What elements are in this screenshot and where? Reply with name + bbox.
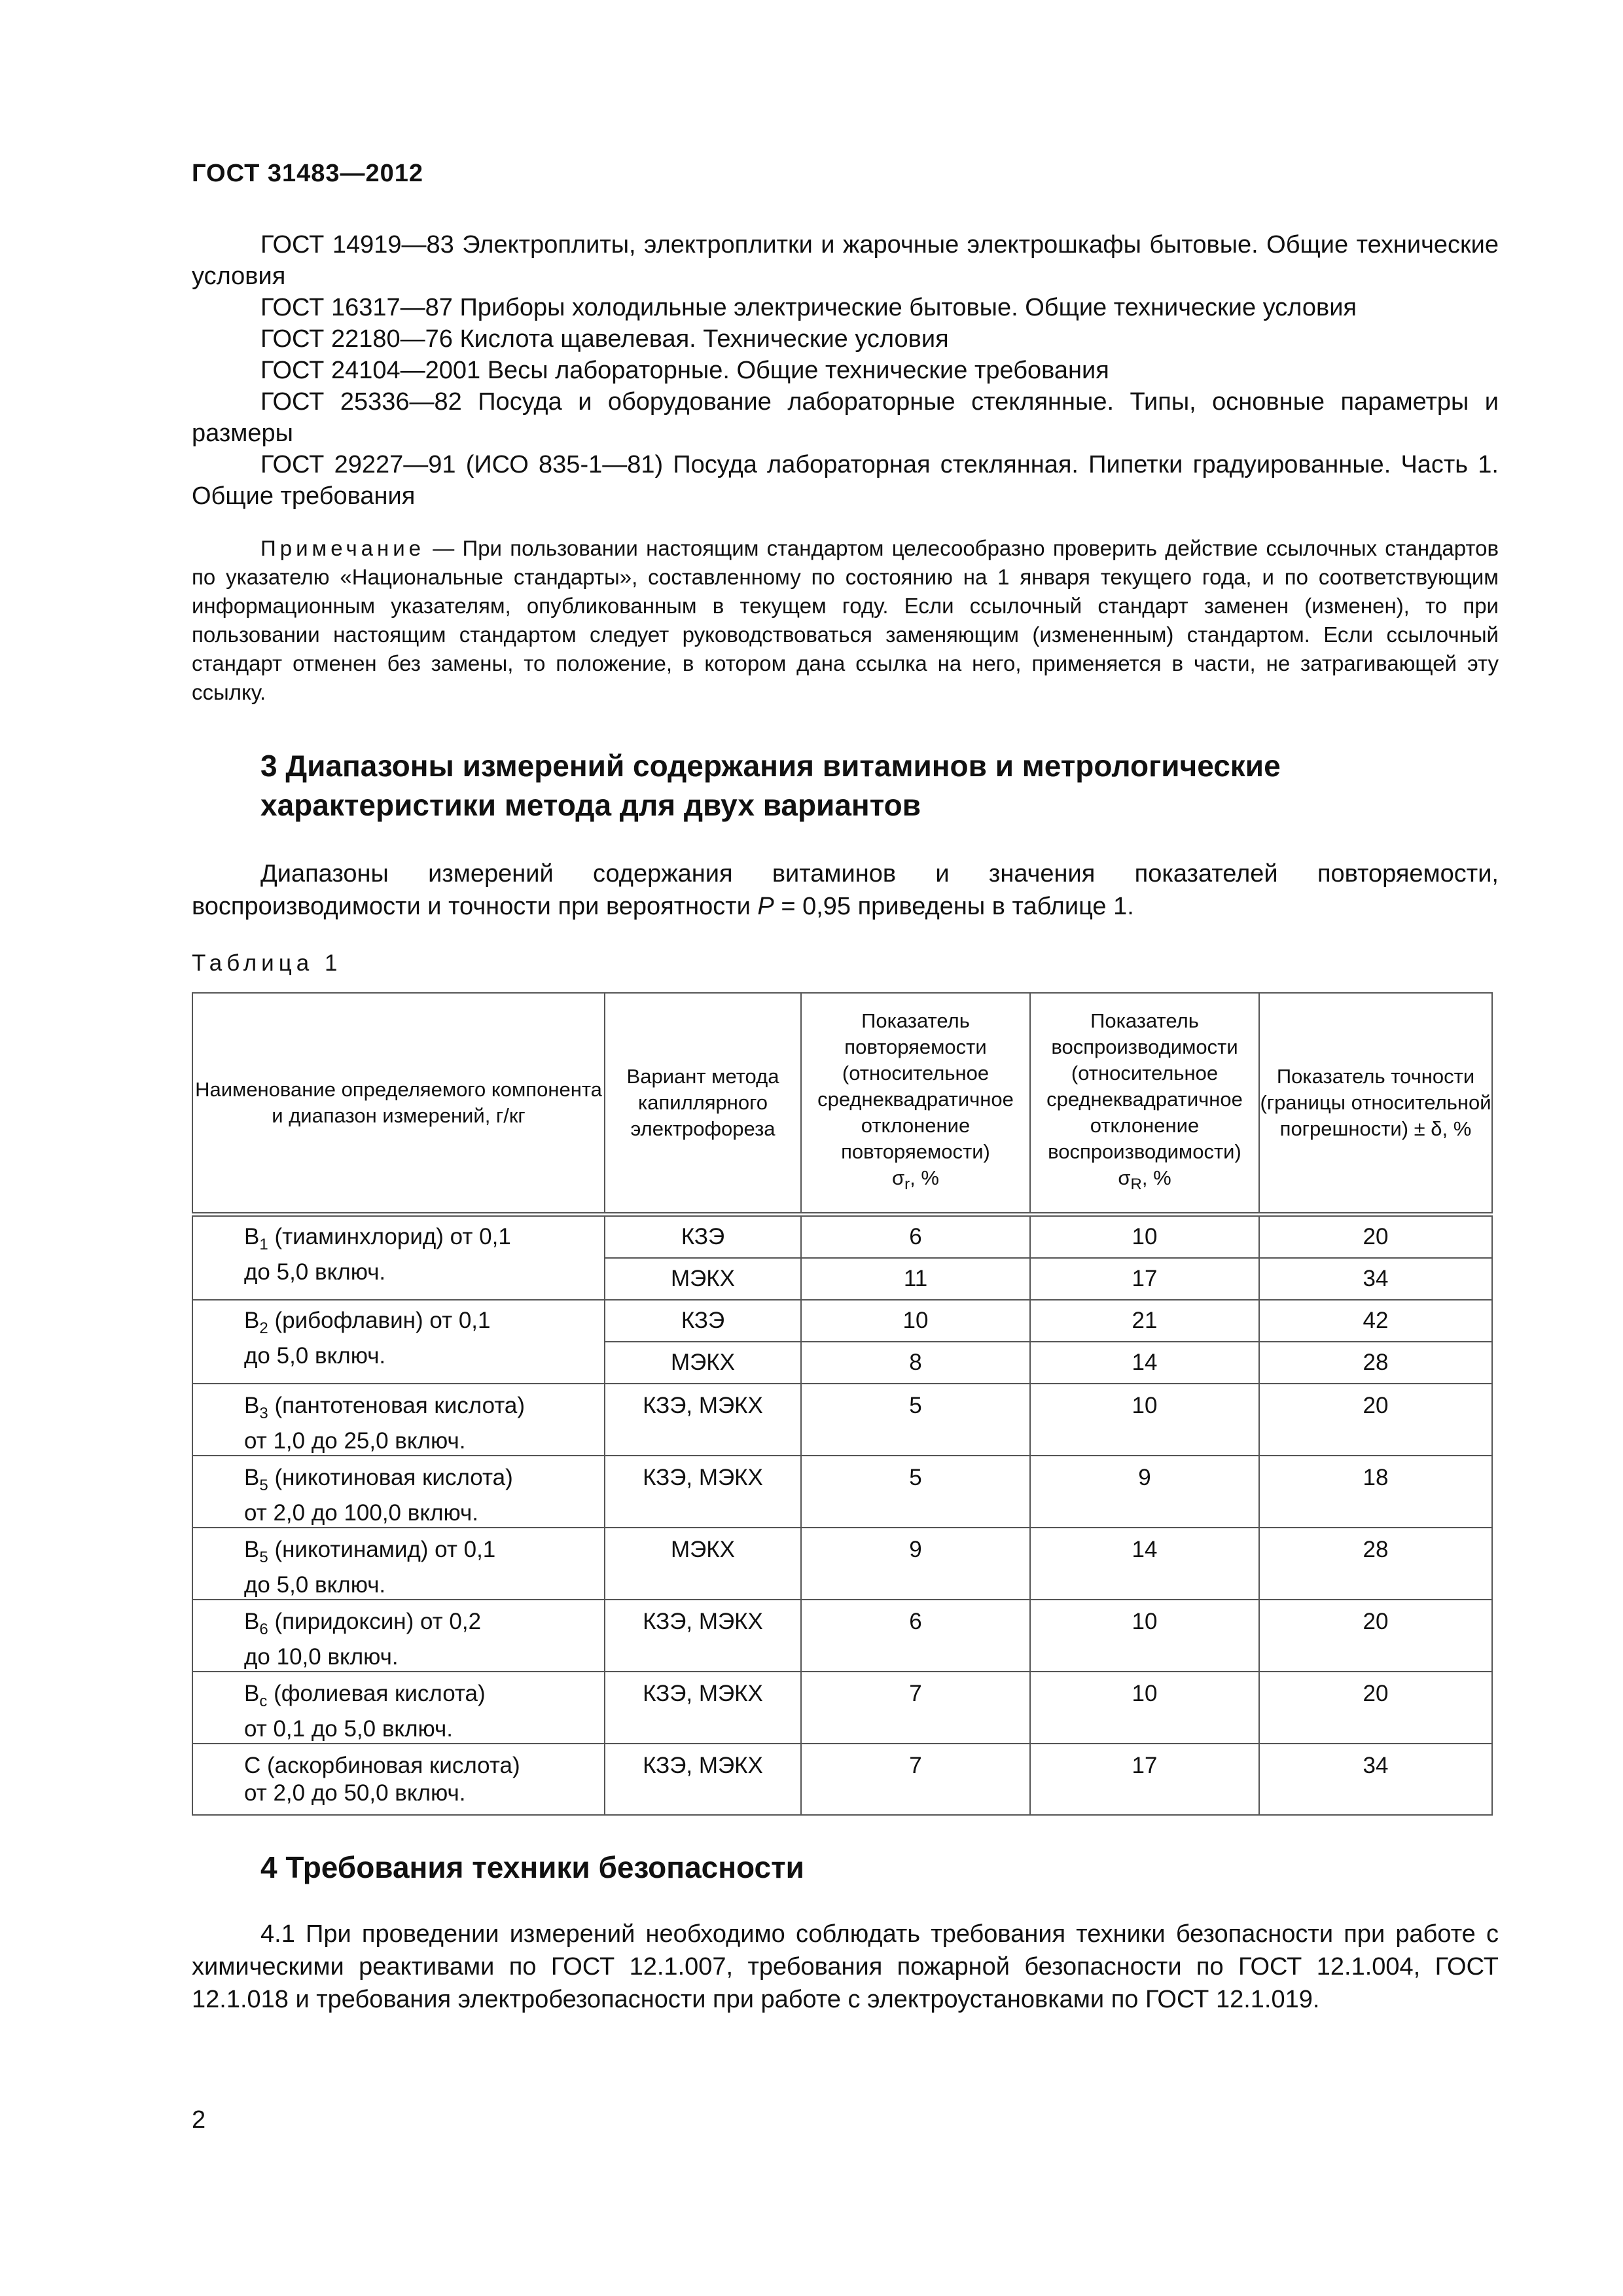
reference-item: ГОСТ 16317—87 Приборы холодильные электрические бытовые. Общие технические условия bbox=[260, 294, 1357, 321]
component-name: $В_5$ (никотинамид) от 0,1 bbox=[244, 1537, 496, 1566]
component-range: от 1,0 до 25,0 включ. bbox=[244, 1428, 466, 1454]
table-row bbox=[192, 1215, 1492, 1259]
component-name: $В_1$ (тиаминхлорид) от 0,1 bbox=[244, 1224, 511, 1253]
component-cell bbox=[192, 1384, 605, 1456]
table-row bbox=[192, 1456, 1492, 1528]
method-cell: МЭКХ bbox=[605, 1528, 801, 1600]
repeatability-cell: 6 bbox=[801, 1600, 1030, 1672]
component-range: до 5,0 включ. bbox=[244, 1343, 386, 1369]
repeatability-cell: 9 bbox=[801, 1528, 1030, 1600]
component-cell bbox=[192, 1456, 605, 1528]
table-row bbox=[192, 1528, 1492, 1600]
repeatability-cell: 8 bbox=[801, 1342, 1030, 1384]
section-4-paragraph: 4.1 При проведении измерений необходимо соблюдать требования техники безопасности при работе с химическими реактивами по ГОСТ 12.1.007, требования пожарной безопасности по ГОСТ 12.1.004, ГОСТ 12.1.018 и требования электробезопасности при работе с электроустановками по ГОСТ 12.1.019. bbox=[192, 1920, 1499, 2013]
table-row bbox=[192, 1300, 1492, 1342]
header-accuracy: Показатель точности (границы относительной погрешности) ± δ, % bbox=[1259, 993, 1492, 1215]
header-reproducibility-symbol: $\sigma_R$, % bbox=[1118, 1166, 1171, 1194]
component-range: до 10,0 включ. bbox=[244, 1644, 399, 1670]
reproducibility-cell: 14 bbox=[1030, 1528, 1259, 1600]
note-label: Примечание bbox=[260, 536, 425, 560]
table-row bbox=[192, 1384, 1492, 1456]
header-repeatability bbox=[801, 993, 1030, 1215]
accuracy-cell: 18 bbox=[1259, 1456, 1492, 1528]
section-3-paragraph bbox=[192, 857, 1499, 923]
reference-item: ГОСТ 25336—82 Посуда и оборудование лабораторные стеклянные. Типы, основные параметры и размеры bbox=[192, 388, 1499, 447]
table-caption: Таблица 1 bbox=[192, 950, 342, 976]
method-cell: КЗЭ bbox=[605, 1215, 801, 1259]
reproducibility-cell: 17 bbox=[1030, 1744, 1259, 1815]
reproducibility-cell: 10 bbox=[1030, 1384, 1259, 1456]
table-row bbox=[192, 1600, 1492, 1672]
component-name: $В_с$ (фолиевая кислота) bbox=[244, 1681, 486, 1710]
component-name: $В_3$ (пантотеновая кислота) bbox=[244, 1393, 526, 1422]
metrology-table bbox=[192, 992, 1493, 1816]
component-range: от 0,1 до 5,0 включ. bbox=[244, 1716, 453, 1742]
section-3-text-b: = 0,95 приведены в таблице 1. bbox=[774, 893, 1134, 920]
component-cell bbox=[192, 1600, 605, 1672]
method-cell: МЭКХ bbox=[605, 1342, 801, 1384]
reproducibility-cell: 10 bbox=[1030, 1215, 1259, 1259]
method-cell: КЗЭ, МЭКХ bbox=[605, 1456, 801, 1528]
reproducibility-cell: 14 bbox=[1030, 1342, 1259, 1384]
section-3-text-a: Диапазоны измерений содержания витаминов и значения показателей повторяемости, воспроизводимости и точности при вероятности bbox=[192, 860, 1499, 920]
header-method: Вариант метода капиллярного электрофореза bbox=[605, 993, 801, 1215]
component-range: от 2,0 до 100,0 включ. bbox=[244, 1500, 478, 1526]
repeatability-cell: 5 bbox=[801, 1456, 1030, 1528]
reproducibility-cell: 21 bbox=[1030, 1300, 1259, 1342]
reproducibility-cell: 17 bbox=[1030, 1258, 1259, 1300]
header-code: ГОСТ 31483—2012 bbox=[192, 160, 424, 187]
header-repeatability-symbol: $\sigma_r$, % bbox=[892, 1166, 939, 1194]
note-paragraph bbox=[192, 534, 1499, 707]
page-number: 2 bbox=[192, 2106, 206, 2134]
note-text: — При пользовании настоящим стандартом целесообразно проверить действие ссылочных стандартов по указателю «Национальные стандарты», составленному по состоянию на 1 января текущего года, и по соответствующим информационным указателям, опубликованным в текущем году. Если ссылочный стандарт заменен (изменен), то при пользовании настоящим стандартом следует руководствоваться заменяющим (измененным) стандартом. Если ссылочный стандарт отменен без замены, то положение, в котором дана ссылка на него, применяется в части, не затрагивающей эту ссылку. bbox=[192, 536, 1499, 704]
accuracy-cell: 34 bbox=[1259, 1744, 1492, 1815]
accuracy-cell: 42 bbox=[1259, 1300, 1492, 1342]
accuracy-cell: 20 bbox=[1259, 1215, 1492, 1259]
method-cell: КЗЭ, МЭКХ bbox=[605, 1384, 801, 1456]
reproducibility-cell: 9 bbox=[1030, 1456, 1259, 1528]
section-3-title: 3 Диапазоны измерений содержания витаминов и метрологические характеристики метода для двух вариантов bbox=[260, 749, 1281, 822]
accuracy-cell: 34 bbox=[1259, 1258, 1492, 1300]
component-cell bbox=[192, 1528, 605, 1600]
component-name: $В_6$ (пиридоксин) от 0,2 bbox=[244, 1609, 482, 1638]
accuracy-cell: 20 bbox=[1259, 1600, 1492, 1672]
repeatability-cell: 5 bbox=[801, 1384, 1030, 1456]
header-reproducibility bbox=[1030, 993, 1259, 1215]
component-cell bbox=[192, 1300, 605, 1384]
component-range: до 5,0 включ. bbox=[244, 1572, 386, 1598]
reference-item: ГОСТ 14919—83 Электроплиты, электроплитки и жарочные электрошкафы бытовые. Общие технические условия bbox=[192, 231, 1499, 290]
accuracy-cell: 28 bbox=[1259, 1528, 1492, 1600]
table-row bbox=[192, 1672, 1492, 1744]
section-4-title: 4 Требования техники безопасности bbox=[260, 1850, 804, 1884]
reference-item: ГОСТ 29227—91 (ИСО 835-1—81) Посуда лабораторная стеклянная. Пипетки градуированные. Часть 1. Общие требования bbox=[192, 451, 1499, 510]
method-cell: КЗЭ, МЭКХ bbox=[605, 1672, 801, 1744]
component-name: $В_2$ (рибофлавин) от 0,1 bbox=[244, 1308, 491, 1337]
probability-symbol: P bbox=[757, 893, 774, 920]
header-reproducibility-text: Показатель воспроизводимости (относительное среднеквадратичное отклонение воспроизводимости) bbox=[1046, 1009, 1243, 1163]
component-cell bbox=[192, 1744, 605, 1815]
table-row bbox=[192, 1744, 1492, 1815]
repeatability-cell: 7 bbox=[801, 1744, 1030, 1815]
component-cell bbox=[192, 1672, 605, 1744]
component-range: от 2,0 до 50,0 включ. bbox=[244, 1780, 466, 1806]
reproducibility-cell: 10 bbox=[1030, 1672, 1259, 1744]
accuracy-cell: 28 bbox=[1259, 1342, 1492, 1384]
accuracy-cell: 20 bbox=[1259, 1384, 1492, 1456]
method-cell: МЭКХ bbox=[605, 1258, 801, 1300]
method-cell: КЗЭ bbox=[605, 1300, 801, 1342]
reference-item: ГОСТ 22180—76 Кислота щавелевая. Технические условия bbox=[260, 325, 949, 353]
repeatability-cell: 6 bbox=[801, 1215, 1030, 1259]
component-name: С (аскорбиновая кислота) bbox=[244, 1753, 520, 1778]
reference-item: ГОСТ 24104—2001 Весы лабораторные. Общие технические требования bbox=[260, 357, 1109, 384]
header-component: Наименование определяемого компонента и диапазон измерений, г/кг bbox=[192, 993, 605, 1215]
component-range: до 5,0 включ. bbox=[244, 1259, 386, 1285]
reproducibility-cell: 10 bbox=[1030, 1600, 1259, 1672]
component-name: $В_5$ (никотиновая кислота) bbox=[244, 1465, 513, 1494]
accuracy-cell: 20 bbox=[1259, 1672, 1492, 1744]
repeatability-cell: 11 bbox=[801, 1258, 1030, 1300]
header-repeatability-text: Показатель повторяемости (относительное среднеквадратичное отклонение повторяемости) bbox=[817, 1009, 1014, 1163]
repeatability-cell: 10 bbox=[801, 1300, 1030, 1342]
repeatability-cell: 7 bbox=[801, 1672, 1030, 1744]
reference-list bbox=[192, 229, 1499, 512]
component-cell bbox=[192, 1215, 605, 1300]
method-cell: КЗЭ, МЭКХ bbox=[605, 1600, 801, 1672]
method-cell: КЗЭ, МЭКХ bbox=[605, 1744, 801, 1815]
